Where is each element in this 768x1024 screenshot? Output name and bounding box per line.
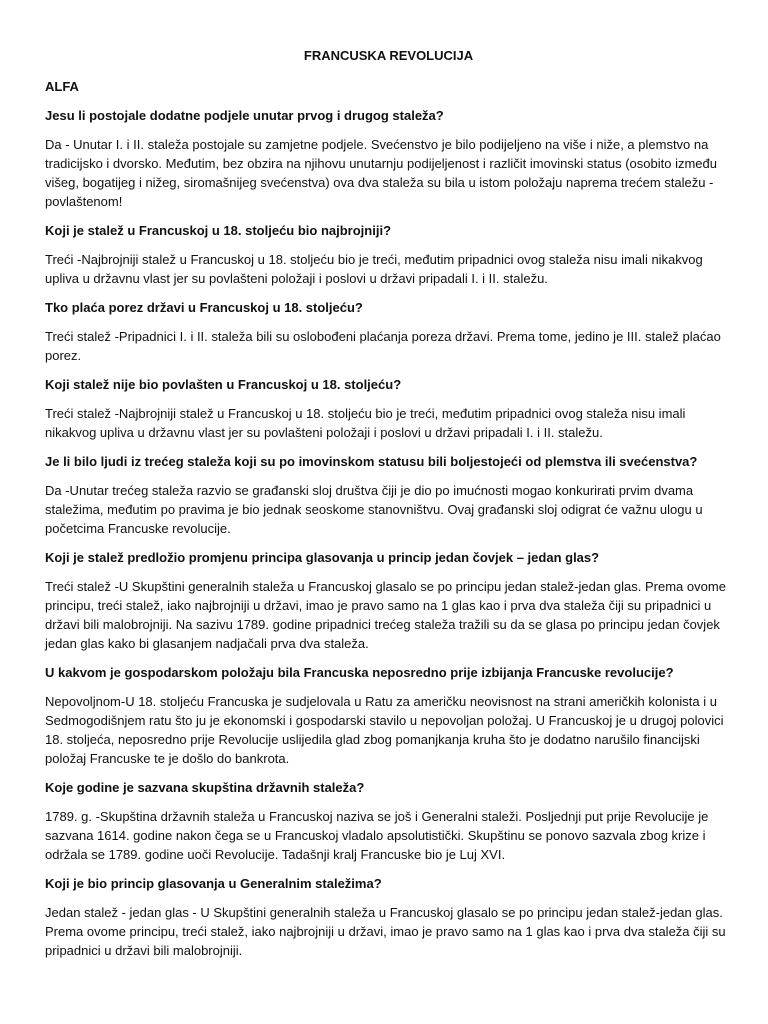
qa-block-6 — [45, 548, 732, 653]
question: Je li bilo ljudi iz trećeg staleža koji su po imovinskom statusu bili boljestojeći od plemstva ili svećenstva? — [45, 454, 698, 469]
answer: Jedan stalež - jedan glas - U Skupštini generalnih staleža u Francuskoj glasalo se po principu jedan stalež-jedan glas. Prema ovome principu, treći stalež, iako najbrojniji u državi, imao je pravo samo na 1 glas kao i prva dva staleža čiji su pripadnici u državi bili malobrojniji. — [45, 905, 726, 958]
question: Koji je bio princip glasovanja u Generalnim staležima? — [45, 876, 382, 891]
question: Jesu li postojale dodatne podjele unutar prvog i drugog staleža? — [45, 108, 444, 123]
question: Koji stalež nije bio povlašten u Francuskoj u 18. stoljeću? — [45, 377, 402, 392]
document-title: FRANCUSKA REVOLUCIJA — [303, 48, 474, 63]
answer: Da -Unutar trećeg staleža razvio se građanski sloj društva čiji je dio po imućnosti mogao konkurirati prvim dvama staležima, međutim po pravima je bio jednak seoskome stanovništvu. Ovaj građanski sloj odigrat će važnu ulogu u početcima Francuske revolucije. — [45, 483, 703, 536]
qa-block-1 — [45, 106, 732, 211]
qa-block-7 — [45, 663, 732, 768]
answer: Treći stalež -U Skupštini generalnih staleža u Francuskoj glasalo se po principu jedan stalež-jedan glas. Prema ovome principu, treći stalež, iako najbrojniji u državi, imao je pravo samo na 1 glas kao i prva dva staleža čiji su pripadnici u državi bili malobrojniji. Na sazivu 1789. godine pripadnici trećeg staleža tražili su da se glasa po principu jedan čovjek jedan glas kako bi glasanjem nadjačali prva dva staleža. — [45, 579, 726, 651]
answer: Nepovoljnom-U 18. stoljeću Francuska je sudjelovala u Ratu za američku neovisnost na strani američkih kolonista i u Sedmogodišnjem ratu što ju je ekonomski i gospodarski stavilo u nepovoljan položaj. U Francuskoj je u drugoj polovici 18. stoljeća, neposredno prije Revolucije uslijedila glad zbog pomanjkanja kruha što je dodatno narušilo financijski položaj Francuske te je došlo do bankrota. — [45, 694, 724, 766]
question: Tko plaća porez državi u Francuskoj u 18. stoljeću? — [45, 300, 363, 315]
answer: Treći stalež -Pripadnici I. i II. staleža bili su oslobođeni plaćanja poreza državi. Prema tome, jedino je III. stalež plaćao porez. — [45, 329, 721, 363]
question: Koje godine je sazvana skupština državnih staleža? — [45, 780, 365, 795]
section-label: ALFA — [45, 79, 79, 94]
answer: Da - Unutar I. i II. staleža postojale su zamjetne podjele. Svećenstvo je bilo podijeljeno na više i niže, a plemstvo na tradicijsko i dvorsko. Međutim, bez obzira na njihovu unutarnju podijeljenost i različit imovinski status (osobito između višeg, bogatijeg i nižeg, siromašnijeg svećenstva) ova dva staleža su bila u istom položaju naprema trećem staležu - povlaštenom! — [45, 137, 717, 209]
question: U kakvom je gospodarskom položaju bila Francuska neposredno prije izbijanja Francuske revolucije? — [45, 665, 674, 680]
question: Koji je stalež u Francuskoj u 18. stoljeću bio najbrojniji? — [45, 223, 392, 238]
qa-block-2 — [45, 221, 732, 288]
answer: Treći stalež -Najbrojniji stalež u Francuskoj u 18. stoljeću bio je treći, međutim pripadnici ovog staleža nisu imali nikakvog upliva u državnu vlast jer su povlašteni položaji i poslovi u državi pripadali I. i II. staležu. — [45, 406, 686, 440]
answer: 1789. g. -Skupština državnih staleža u Francuskoj naziva se još i Generalni staleži. Posljednji put prije Revolucije je sazvana 1614. godine nakon čega se u Francuskoj vladalo apsolutistički. Skupštinu se ponovo sazvala zbog krize i održala se 1789. godine uoči Revolucije. Tadašnji kralj Francuske bio je Luj XVI. — [45, 809, 709, 862]
qa-block-3 — [45, 298, 732, 365]
qa-block-5 — [45, 452, 732, 538]
qa-block-4 — [45, 375, 732, 442]
qa-block-9 — [45, 874, 732, 960]
answer: Treći -Najbrojniji stalež u Francuskoj u 18. stoljeću bio je treći, međutim pripadnici ovog staleža nisu imali nikakvog upliva u državnu vlast jer su povlašteni položaji i poslovi u državi pripadali I. i II. staležu. — [45, 252, 703, 286]
qa-block-8 — [45, 778, 732, 864]
question: Koji je stalež predložio promjenu principa glasovanja u princip jedan čovjek – jedan glas? — [45, 550, 600, 565]
